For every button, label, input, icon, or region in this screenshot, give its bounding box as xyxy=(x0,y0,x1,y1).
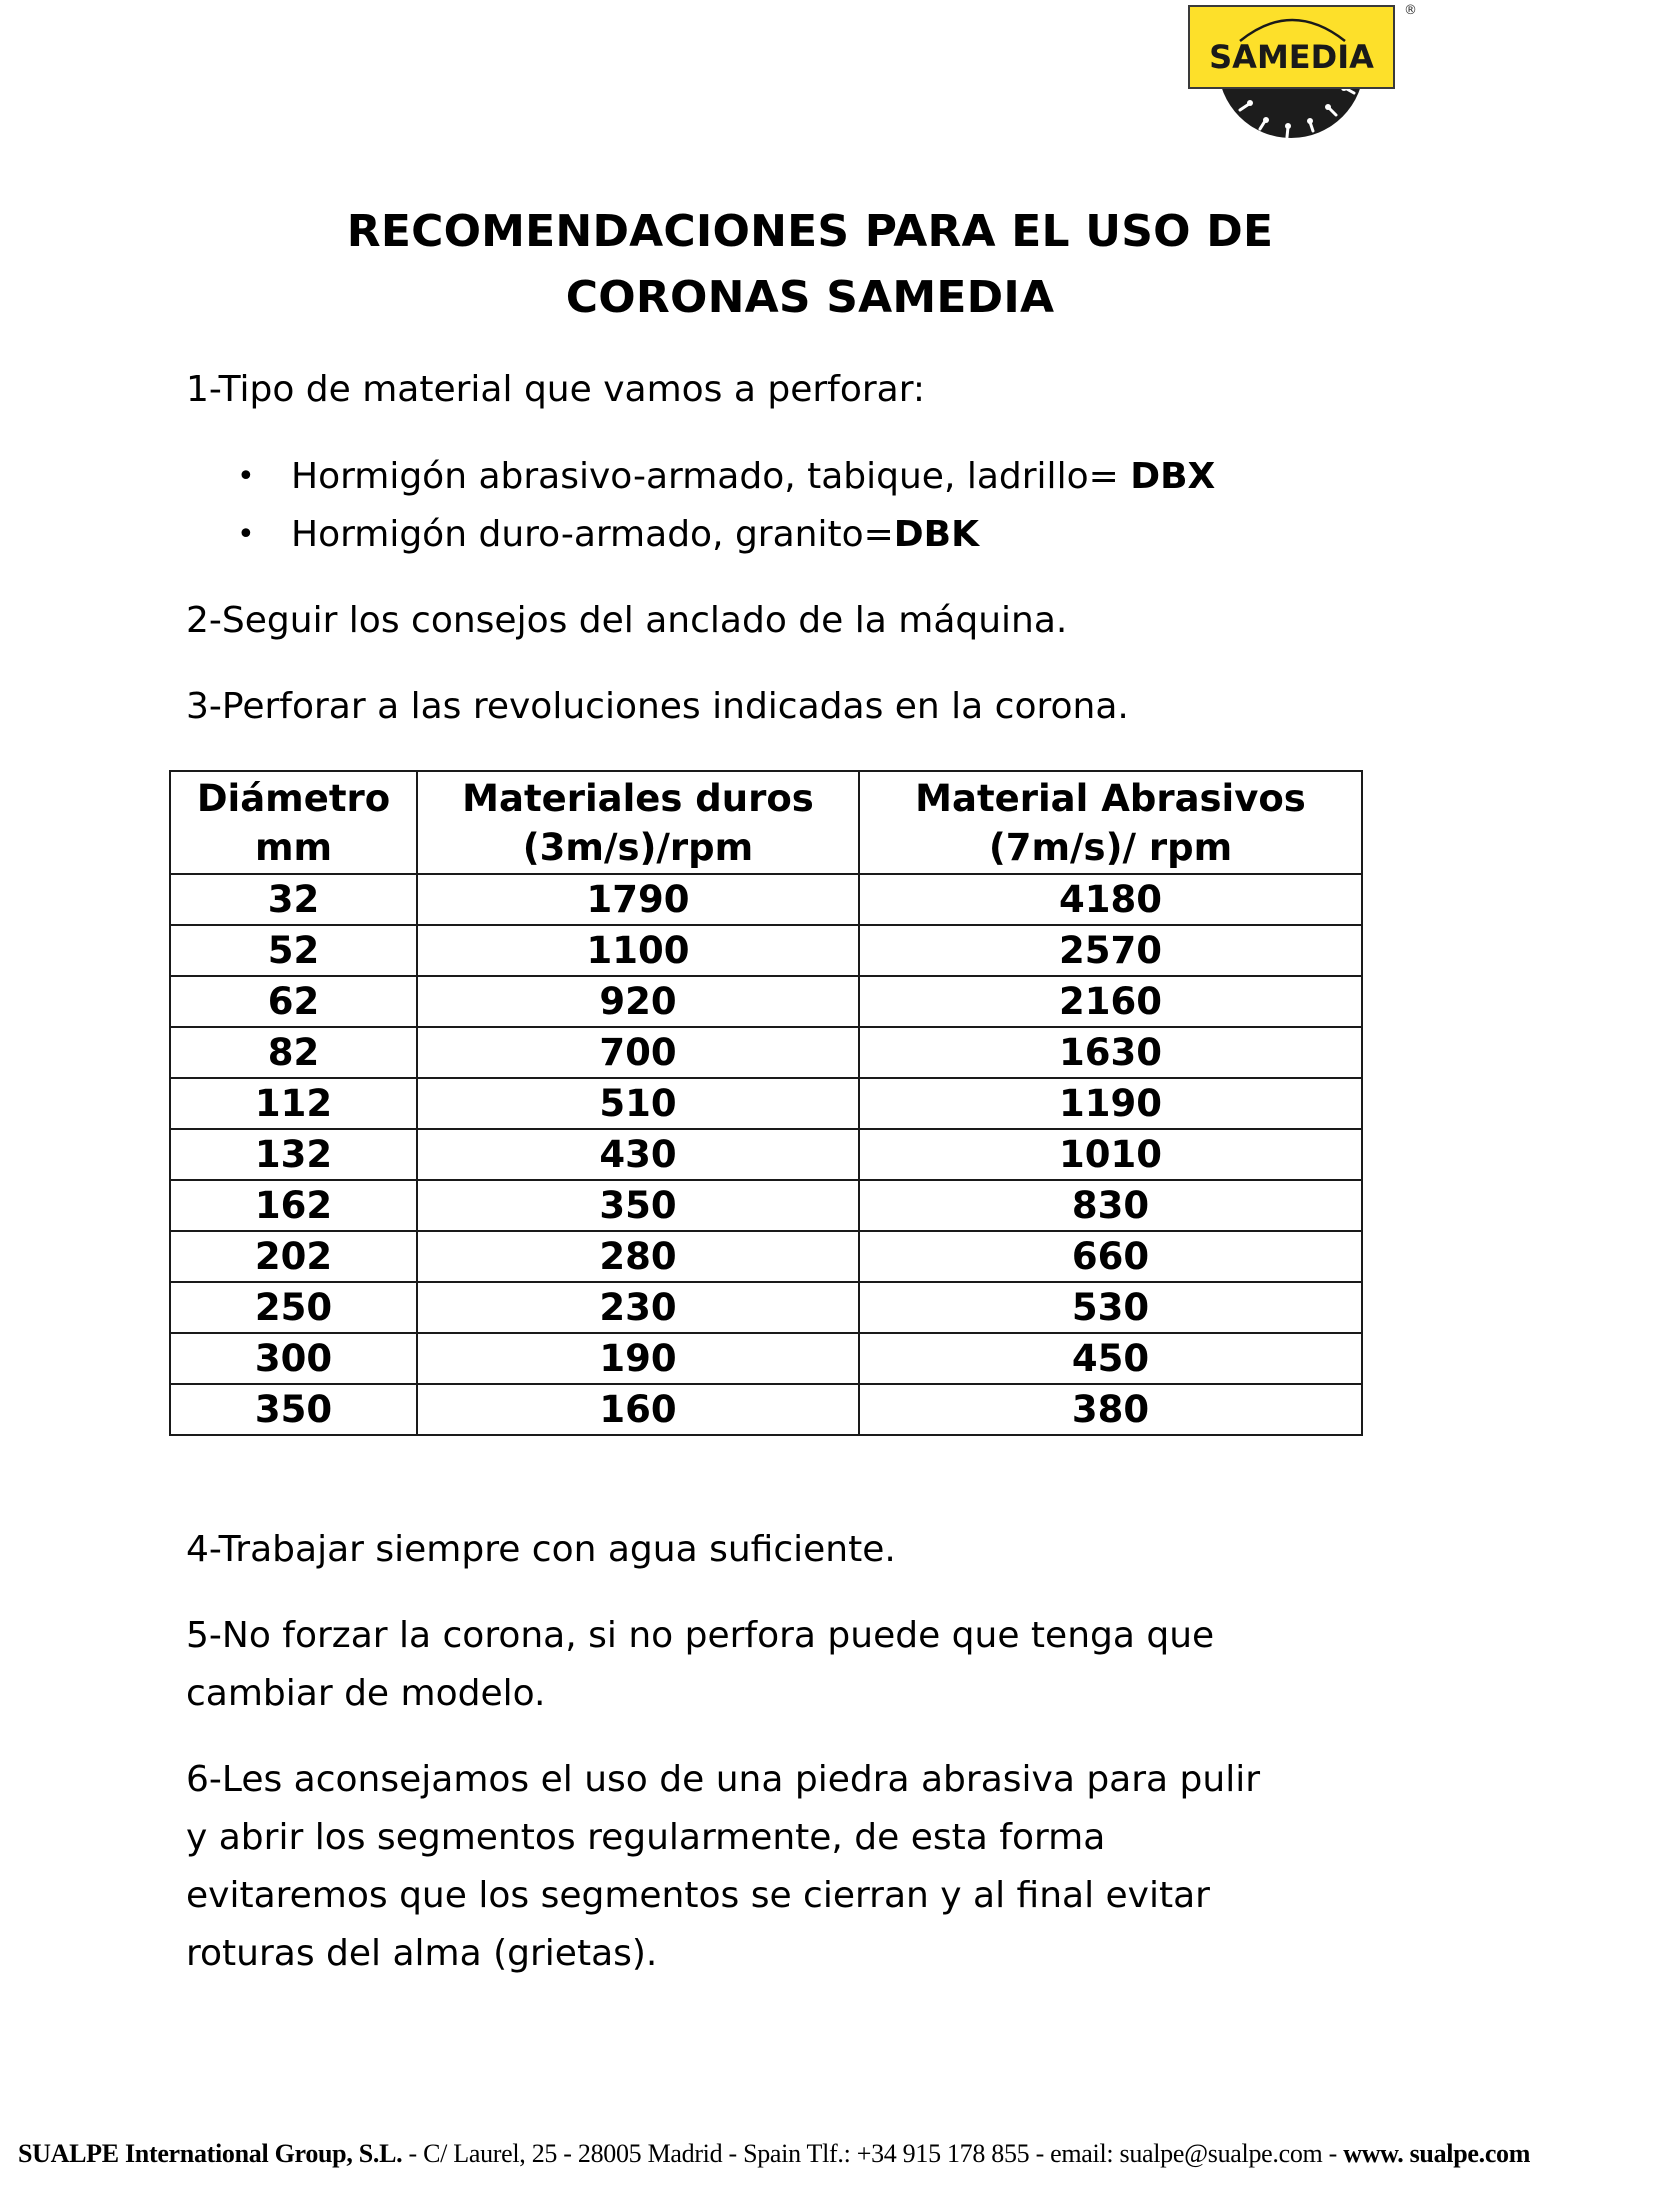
step-6-line-4: roturas del alma (grietas). xyxy=(186,1933,658,1974)
header-hard-materials: Materiales duros (3m/s)/rpm xyxy=(417,771,859,874)
page-title-line-2: CORONAS SAMEDIA xyxy=(565,272,1055,323)
bullet-icon: • xyxy=(237,459,255,494)
table-row xyxy=(170,976,1362,1027)
footer xyxy=(18,2141,1530,2167)
header-abrasive-materials: Material Abrasivos (7m/s)/ rpm xyxy=(859,771,1362,874)
cell-abrasive-rpm: 4180 xyxy=(859,874,1362,925)
bullet-item-dbk xyxy=(291,514,980,555)
cell-diameter: 132 xyxy=(170,1129,417,1180)
table-row xyxy=(170,1078,1362,1129)
cell-abrasive-rpm: 530 xyxy=(859,1282,1362,1333)
cell-abrasive-rpm: 660 xyxy=(859,1231,1362,1282)
step-6-line-3: evitaremos que los segmentos se cierran y al final evitar xyxy=(186,1875,1210,1916)
cell-hard-rpm: 350 xyxy=(417,1180,859,1231)
table-row xyxy=(170,1282,1362,1333)
logo-box xyxy=(1188,5,1395,89)
step-5-line-2: cambiar de modelo. xyxy=(186,1673,546,1714)
footer-website-link[interactable]: www. sualpe.com xyxy=(1343,2139,1531,2168)
table-row xyxy=(170,874,1362,925)
bullet-text: Hormigón duro-armado, granito= xyxy=(291,514,894,555)
table-header-row xyxy=(170,771,1362,874)
step-6-line-2: y abrir los segmentos regularmente, de esta forma xyxy=(186,1817,1106,1858)
cell-abrasive-rpm: 450 xyxy=(859,1333,1362,1384)
table-row xyxy=(170,1384,1362,1435)
table-row xyxy=(170,1129,1362,1180)
table-row xyxy=(170,1180,1362,1231)
cell-diameter: 52 xyxy=(170,925,417,976)
cell-hard-rpm: 190 xyxy=(417,1333,859,1384)
step-4: 4-Trabajar siempre con agua suficiente. xyxy=(186,1529,896,1570)
rpm-table xyxy=(169,770,1363,1436)
header-diameter: Diámetro mm xyxy=(170,771,417,874)
bullet-item-dbx xyxy=(291,456,1216,497)
cell-diameter: 300 xyxy=(170,1333,417,1384)
cell-abrasive-rpm: 2160 xyxy=(859,976,1362,1027)
cell-diameter: 350 xyxy=(170,1384,417,1435)
step-6-line-1: 6-Les aconsejamos el uso de una piedra abrasiva para pulir xyxy=(186,1759,1261,1800)
table-row xyxy=(170,925,1362,976)
cell-diameter: 202 xyxy=(170,1231,417,1282)
table-row xyxy=(170,1231,1362,1282)
table-row xyxy=(170,1333,1362,1384)
bullet-icon: • xyxy=(237,517,255,552)
cell-hard-rpm: 1100 xyxy=(417,925,859,976)
cell-hard-rpm: 430 xyxy=(417,1129,859,1180)
cell-diameter: 82 xyxy=(170,1027,417,1078)
step-1: 1-Tipo de material que vamos a perforar: xyxy=(186,369,926,410)
cell-diameter: 162 xyxy=(170,1180,417,1231)
footer-contact: - C/ Laurel, 25 - 28005 Madrid - Spain Tlf.: +34 915 178 855 - email: sualpe@sualpe.com - xyxy=(402,2139,1344,2168)
registered-mark: ® xyxy=(1404,3,1417,18)
step-2: 2-Seguir los consejos del anclado de la máquina. xyxy=(186,600,1068,641)
cell-hard-rpm: 920 xyxy=(417,976,859,1027)
product-code: DBK xyxy=(893,514,980,555)
cell-hard-rpm: 700 xyxy=(417,1027,859,1078)
logo-brand-text: SAMEDIA xyxy=(1209,38,1374,76)
cell-diameter: 112 xyxy=(170,1078,417,1129)
page-title-line-1: RECOMENDACIONES PARA EL USO DE xyxy=(346,206,1274,257)
cell-hard-rpm: 510 xyxy=(417,1078,859,1129)
cell-abrasive-rpm: 1010 xyxy=(859,1129,1362,1180)
samedia-logo xyxy=(1188,5,1428,165)
cell-hard-rpm: 1790 xyxy=(417,874,859,925)
cell-hard-rpm: 160 xyxy=(417,1384,859,1435)
cell-abrasive-rpm: 830 xyxy=(859,1180,1362,1231)
cell-abrasive-rpm: 1190 xyxy=(859,1078,1362,1129)
cell-hard-rpm: 280 xyxy=(417,1231,859,1282)
cell-diameter: 62 xyxy=(170,976,417,1027)
cell-abrasive-rpm: 380 xyxy=(859,1384,1362,1435)
cell-abrasive-rpm: 2570 xyxy=(859,925,1362,976)
cell-hard-rpm: 230 xyxy=(417,1282,859,1333)
table-row xyxy=(170,1027,1362,1078)
cell-diameter: 32 xyxy=(170,874,417,925)
product-code: DBX xyxy=(1130,456,1216,497)
footer-company: SUALPE International Group, S.L. xyxy=(18,2139,403,2168)
cell-diameter: 250 xyxy=(170,1282,417,1333)
step-5-line-1: 5-No forzar la corona, si no perfora puede que tenga que xyxy=(186,1615,1215,1656)
cell-abrasive-rpm: 1630 xyxy=(859,1027,1362,1078)
bullet-text: Hormigón abrasivo-armado, tabique, ladrillo= xyxy=(291,456,1131,497)
step-3: 3-Perforar a las revoluciones indicadas en la corona. xyxy=(186,686,1129,727)
